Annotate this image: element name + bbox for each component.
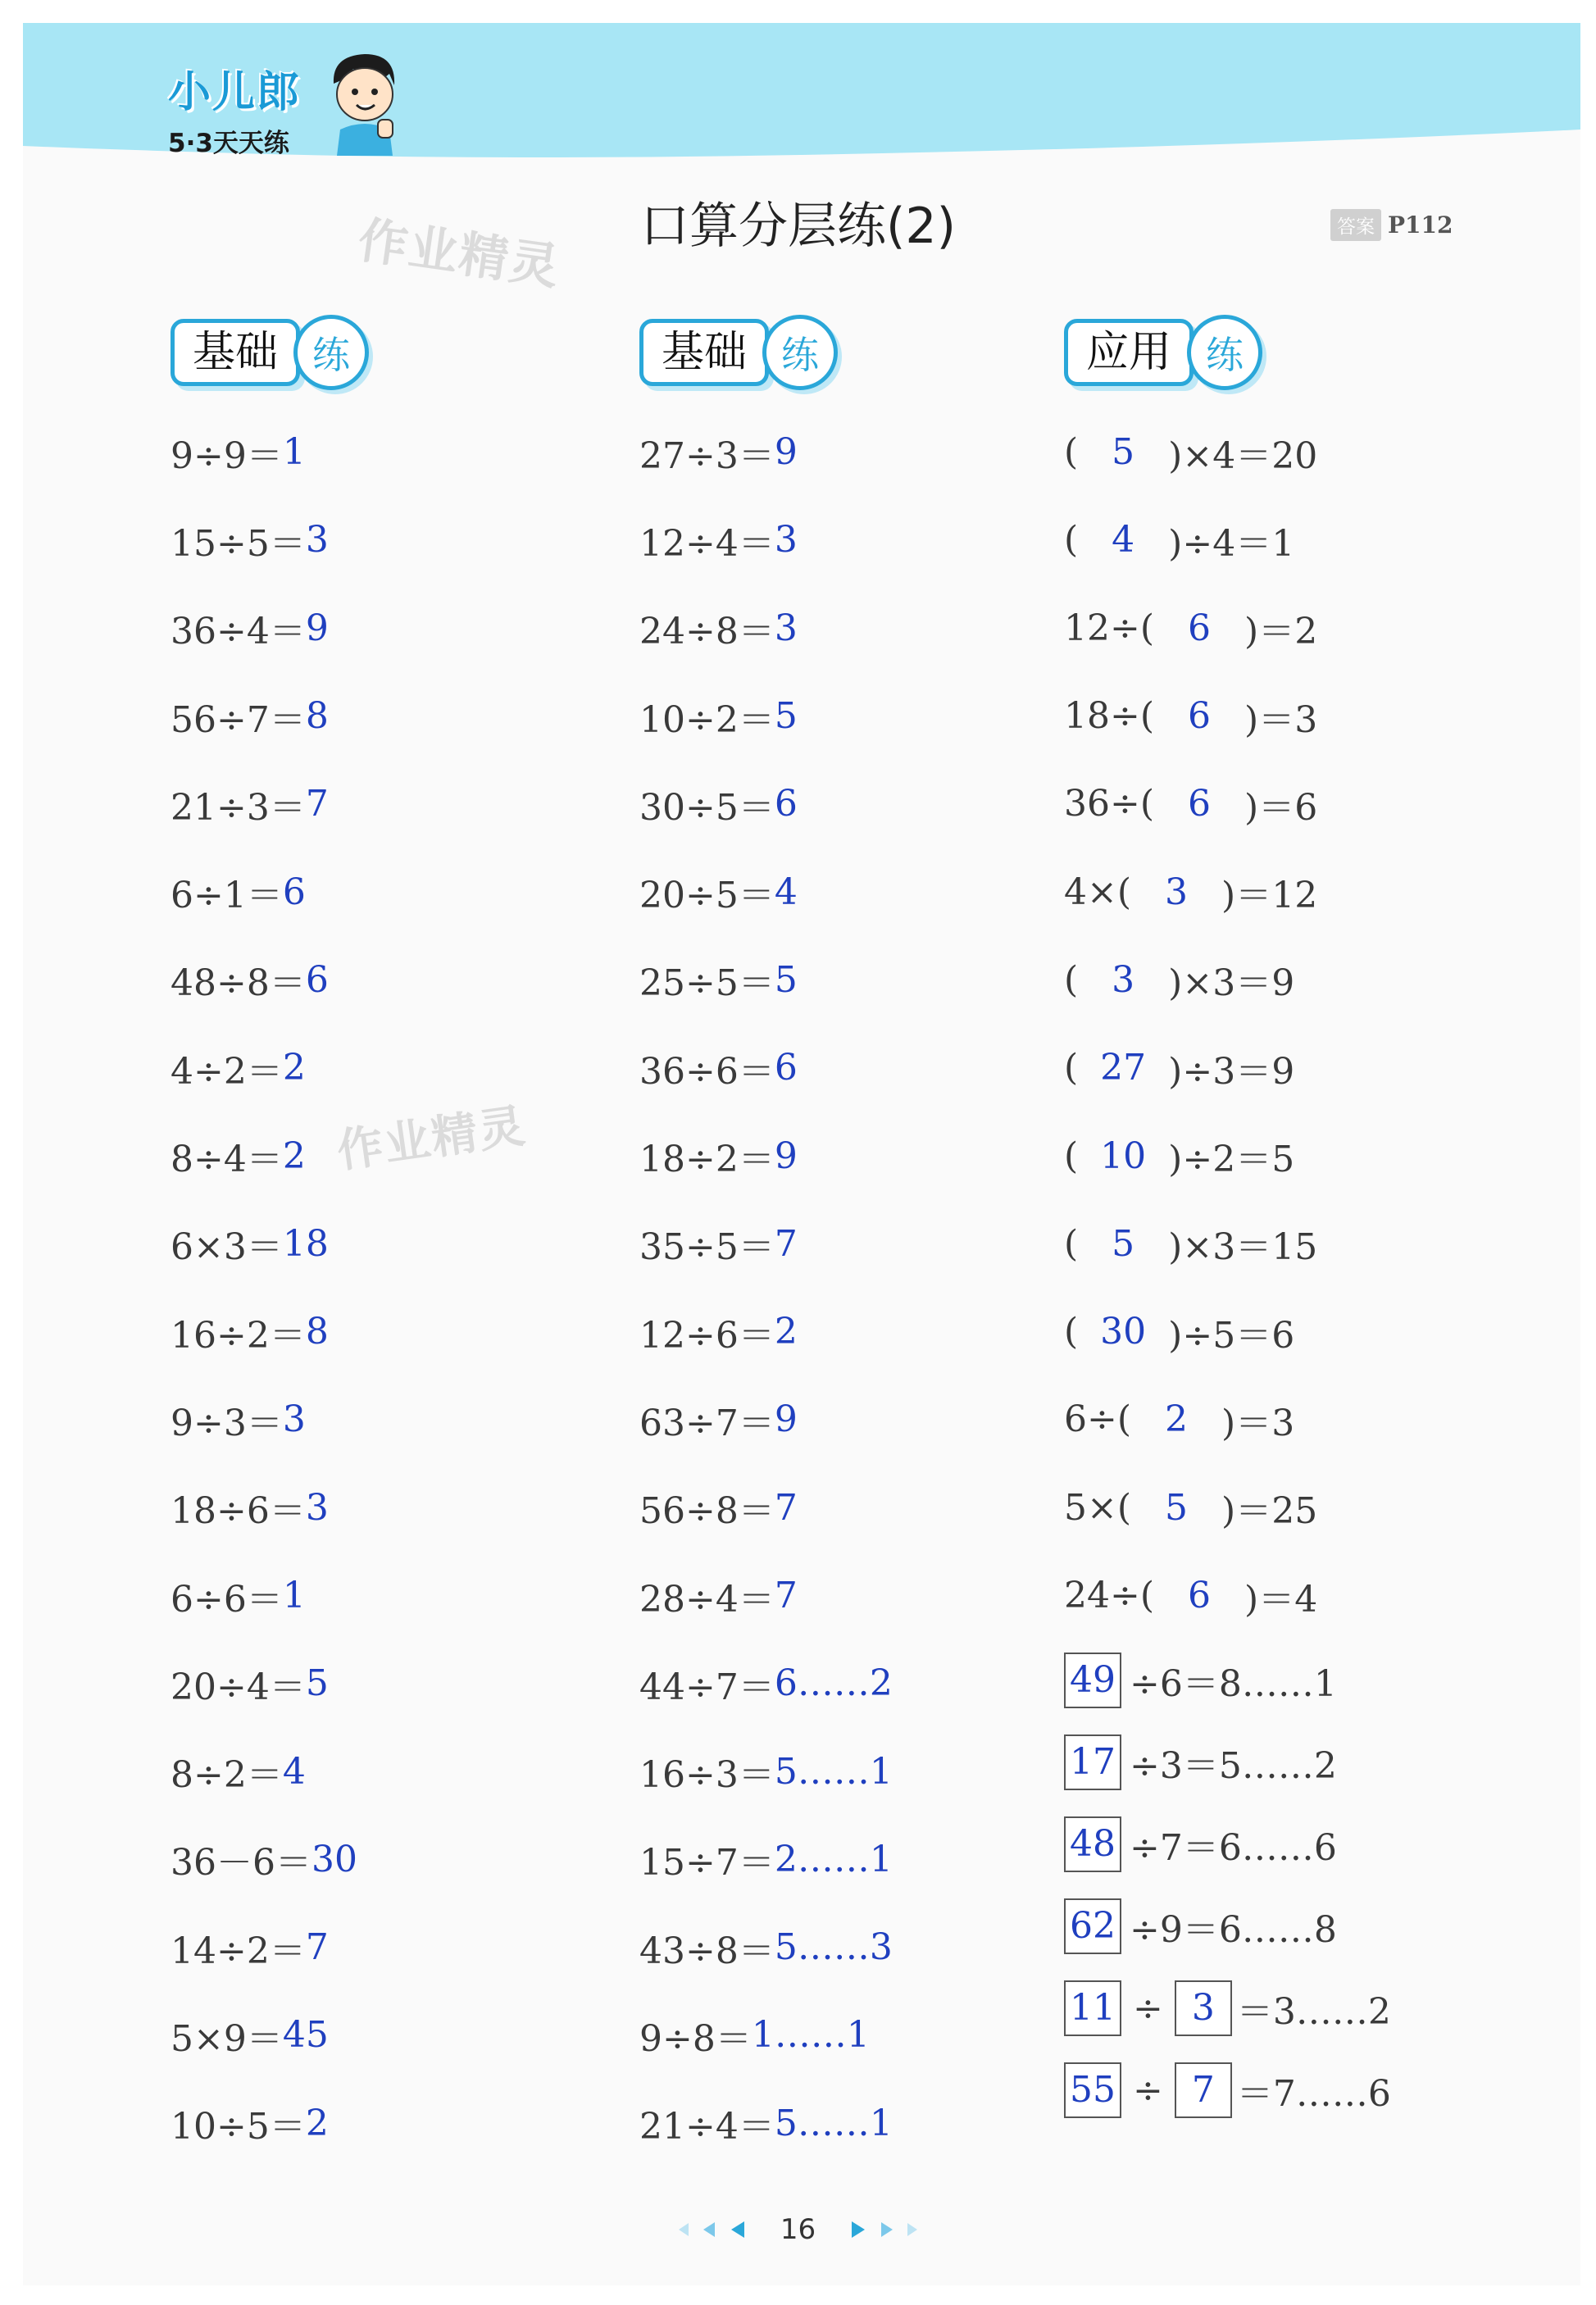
- practice-badge-icon: 练: [1187, 315, 1262, 390]
- answer-text: 6……2: [774, 1662, 893, 1705]
- answer-text: 5: [1165, 1486, 1189, 1529]
- problem-row: [639, 1375, 893, 1463]
- brand-subtitle: 5·3天天练: [168, 129, 289, 158]
- answer-text: 3: [774, 519, 798, 561]
- answer-text: 7: [305, 783, 329, 825]
- section-label: 应用: [1064, 319, 1194, 386]
- answer-text: 2: [774, 1311, 798, 1353]
- problem-suffix: )＝3: [1221, 1402, 1295, 1444]
- problem-row: [1064, 848, 1391, 935]
- section-header: [639, 311, 893, 393]
- practice-badge-icon: 练: [762, 315, 838, 390]
- section-basic-2: [639, 311, 893, 2167]
- answer-text: 8: [305, 1311, 329, 1353]
- problem-prefix: 4×(: [1064, 871, 1132, 913]
- problem-text: 56÷8＝: [639, 1490, 775, 1533]
- answer-text: 3: [305, 519, 329, 561]
- problem-row: [1064, 1885, 1391, 1967]
- problem-row: [639, 1639, 893, 1727]
- answer-reference: [1330, 209, 1453, 241]
- problem-row: [639, 1288, 893, 1375]
- problem-row: [639, 1552, 893, 1639]
- problem-row: [171, 672, 369, 760]
- problem-row: [171, 936, 369, 1024]
- problem-text: 27÷3＝: [639, 434, 775, 477]
- problem-prefix: 24÷(: [1064, 1575, 1155, 1616]
- problem-text: ＝7……6: [1236, 2073, 1391, 2116]
- problem-text: 9÷9＝: [171, 434, 283, 477]
- problem-suffix: )×3＝15: [1168, 1226, 1318, 1269]
- problem-row: [1064, 408, 1391, 496]
- problem-row: [639, 1727, 893, 1815]
- problem-text: 56÷7＝: [171, 698, 306, 741]
- problem-text: 15÷5＝: [171, 522, 306, 565]
- problem-row: [171, 1024, 369, 1112]
- problem-text: 36÷4＝: [171, 611, 306, 653]
- answer-text: 30: [1100, 1311, 1147, 1353]
- answer-box: 3: [1175, 1980, 1232, 2036]
- problem-row: [171, 496, 369, 584]
- problem-suffix: )÷4＝1: [1168, 522, 1295, 565]
- problem-row: [171, 1464, 369, 1552]
- problem-row: [1064, 1639, 1391, 1721]
- problem-row: [1064, 584, 1391, 672]
- problem-text: 4÷2＝: [171, 1050, 283, 1093]
- answer-text: 2: [282, 1047, 306, 1089]
- problem-row: [639, 1024, 893, 1112]
- prev-arrows-icon: [669, 2220, 759, 2239]
- answer-text: 5: [774, 695, 798, 738]
- problem-text: 15÷7＝: [639, 1842, 775, 1884]
- answer-text: 7: [305, 1926, 329, 1969]
- problem-row: [1064, 1721, 1391, 1803]
- problem-text: 18÷6＝: [171, 1490, 306, 1533]
- problem-row: [1064, 760, 1391, 848]
- answer-text: 3: [305, 1486, 329, 1529]
- answer-text: 1……1: [751, 2014, 870, 2057]
- problem-text: ＝3……2: [1236, 1991, 1391, 2034]
- problem-row: [639, 1991, 893, 2079]
- problem-suffix: )×3＝9: [1168, 962, 1295, 1005]
- problem-suffix: )÷3＝9: [1168, 1050, 1295, 1093]
- problem-suffix: )＝25: [1221, 1490, 1318, 1533]
- problem-text: 12÷4＝: [639, 522, 775, 565]
- answer-text: 2: [1165, 1398, 1189, 1441]
- answer-text: 6: [1188, 607, 1212, 649]
- answer-text: 18: [282, 1222, 329, 1265]
- problem-suffix: )＝12: [1221, 875, 1318, 917]
- problem-row: [1064, 1024, 1391, 1112]
- problem-text: 20÷5＝: [639, 875, 775, 917]
- problem-row: [639, 584, 893, 672]
- problem-row: [1064, 672, 1391, 760]
- problem-row: [639, 1200, 893, 1288]
- problem-row: [171, 1288, 369, 1375]
- answer-text: 27: [1100, 1047, 1147, 1089]
- problem-prefix: (: [1064, 1311, 1079, 1353]
- answer-box: 17: [1064, 1734, 1121, 1790]
- problem-suffix: )＝4: [1244, 1578, 1318, 1621]
- problem-text: 20÷4＝: [171, 1666, 306, 1708]
- problem-suffix: )＝6: [1244, 786, 1318, 829]
- problem-row: [639, 1464, 893, 1552]
- answer-text: 4: [282, 1750, 306, 1793]
- problem-text: 8÷2＝: [171, 1754, 283, 1797]
- answer-box: 62: [1064, 1898, 1121, 1954]
- problem-row: [1064, 496, 1391, 584]
- problem-text: 24÷8＝: [639, 611, 775, 653]
- problem-row: [639, 936, 893, 1024]
- problem-text: 30÷5＝: [639, 786, 775, 829]
- problem-row: [639, 760, 893, 848]
- answer-text: 7: [774, 1486, 798, 1529]
- answer-box: 48: [1064, 1816, 1121, 1872]
- problem-row: [171, 1727, 369, 1815]
- answer-text: 5: [1112, 431, 1135, 474]
- problem-row: [639, 1112, 893, 1199]
- problem-row: [639, 2080, 893, 2167]
- problem-text: 36÷6＝: [639, 1050, 775, 1093]
- answer-page-ref: P112: [1388, 211, 1453, 239]
- answer-text: 45: [282, 2014, 329, 2057]
- problem-prefix: (: [1064, 1047, 1079, 1089]
- problem-row: [639, 408, 893, 496]
- answer-text: 10: [1100, 1134, 1147, 1177]
- section-basic-1: [171, 311, 369, 2167]
- problem-suffix: )÷5＝6: [1168, 1314, 1295, 1357]
- problem-text: 9÷8＝: [639, 2017, 752, 2060]
- answer-text: 4: [1112, 519, 1135, 561]
- problem-text: 25÷5＝: [639, 962, 775, 1005]
- problem-prefix: (: [1064, 958, 1079, 1001]
- answer-text: 1: [282, 431, 306, 474]
- problem-text: 35÷5＝: [639, 1226, 775, 1269]
- problem-text: ÷3＝5……2: [1130, 1745, 1337, 1788]
- problem-text: 16÷3＝: [639, 1754, 775, 1797]
- problem-row: [171, 584, 369, 672]
- answer-text: 5: [1112, 1222, 1135, 1265]
- problem-text: 14÷2＝: [171, 1930, 306, 1972]
- answer-text: 2……1: [774, 1838, 893, 1880]
- problem-row: [639, 848, 893, 935]
- problem-row: [1064, 1552, 1391, 1639]
- answer-text: 5: [305, 1662, 329, 1705]
- answer-text: 30: [311, 1838, 357, 1880]
- problem-row: [171, 760, 369, 848]
- problem-text: 6×3＝: [171, 1226, 283, 1269]
- problem-row: [1064, 1200, 1391, 1288]
- operator-text: ÷: [1133, 1987, 1163, 2030]
- problem-row: [171, 848, 369, 935]
- answer-box: 55: [1064, 2062, 1121, 2118]
- problem-text: 28÷4＝: [639, 1578, 775, 1621]
- answer-text: 5: [774, 958, 798, 1001]
- answer-text: 3: [282, 1398, 306, 1441]
- problem-text: 10÷5＝: [171, 2106, 306, 2148]
- problem-text: 36－6＝: [171, 1842, 311, 1884]
- problem-row: [171, 1552, 369, 1639]
- problem-row: [1064, 1288, 1391, 1375]
- answer-text: 3: [1112, 958, 1135, 1001]
- section-application: [1064, 311, 1391, 2131]
- problem-text: 43÷8＝: [639, 1930, 775, 1972]
- page-title: 口算分层练(2): [640, 198, 956, 255]
- section-header: [1064, 311, 1391, 393]
- answer-tag: 答案: [1330, 209, 1381, 241]
- problem-text: 6÷6＝: [171, 1578, 283, 1621]
- problem-row: [171, 408, 369, 496]
- problem-prefix: (: [1064, 1222, 1079, 1265]
- problem-prefix: 12÷(: [1064, 607, 1155, 649]
- problem-text: ÷9＝6……8: [1130, 1909, 1337, 1952]
- problem-prefix: (: [1064, 519, 1079, 561]
- problem-row: [639, 1816, 893, 1903]
- problem-prefix: 5×(: [1064, 1486, 1132, 1529]
- problem-text: 10÷2＝: [639, 698, 775, 741]
- answer-text: 5……3: [774, 1926, 893, 1969]
- problem-text: 8÷4＝: [171, 1139, 283, 1181]
- problem-text: 48÷8＝: [171, 962, 306, 1005]
- problem-text: 5×9＝: [171, 2017, 283, 2060]
- answer-text: 7: [774, 1222, 798, 1265]
- practice-badge-icon: 练: [293, 315, 369, 390]
- problem-row: [171, 1903, 369, 1991]
- brand-logo: [168, 57, 301, 159]
- next-arrows-icon: [837, 2220, 927, 2239]
- problem-text: ÷6＝8……1: [1130, 1663, 1337, 1706]
- answer-text: 9: [774, 1134, 798, 1177]
- problem-row: [1064, 2049, 1391, 2131]
- problem-text: 21÷3＝: [171, 786, 306, 829]
- mascot-boy-icon: [324, 49, 406, 156]
- problem-row: [639, 496, 893, 584]
- problem-text: 9÷3＝: [171, 1402, 283, 1444]
- answer-text: 9: [305, 607, 329, 649]
- section-header: [171, 311, 369, 393]
- problem-prefix: (: [1064, 1134, 1079, 1177]
- problem-row: [171, 1200, 369, 1288]
- problem-row: [171, 1375, 369, 1463]
- problem-row: [171, 1639, 369, 1727]
- answer-text: 3: [774, 607, 798, 649]
- answer-text: 9: [774, 431, 798, 474]
- answer-text: 6: [1188, 783, 1212, 825]
- answer-text: 6: [774, 783, 798, 825]
- answer-text: 6: [282, 871, 306, 913]
- problem-row: [1064, 1464, 1391, 1552]
- problem-row: [171, 1991, 369, 2079]
- answer-text: 6: [305, 958, 329, 1001]
- answer-text: 9: [774, 1398, 798, 1441]
- problem-text: 44÷7＝: [639, 1666, 775, 1708]
- answer-text: 2: [305, 2102, 329, 2144]
- problem-row: [1064, 936, 1391, 1024]
- page-number: 16: [780, 2213, 816, 2246]
- problem-text: 6÷1＝: [171, 875, 283, 917]
- problem-suffix: )＝2: [1244, 611, 1318, 653]
- answer-text: 6: [1188, 695, 1212, 738]
- answer-text: 2: [282, 1134, 306, 1177]
- answer-text: 3: [1165, 871, 1189, 913]
- problem-text: 63÷7＝: [639, 1402, 775, 1444]
- problem-prefix: (: [1064, 431, 1079, 474]
- problem-row: [171, 1112, 369, 1199]
- problem-text: 12÷6＝: [639, 1314, 775, 1357]
- answer-box: 7: [1175, 2062, 1232, 2118]
- problem-prefix: 6÷(: [1064, 1398, 1132, 1441]
- problem-text: ÷7＝6……6: [1130, 1827, 1337, 1870]
- answer-text: 8: [305, 695, 329, 738]
- problem-row: [639, 1903, 893, 1991]
- watermark: 作业精灵: [334, 1099, 530, 1179]
- answer-box: 49: [1064, 1653, 1121, 1708]
- problem-row: [1064, 1967, 1391, 2049]
- watermark: 作业精灵: [354, 211, 564, 297]
- problem-row: [171, 2080, 369, 2167]
- answer-text: 5……1: [774, 2102, 893, 2144]
- problem-row: [639, 672, 893, 760]
- problem-suffix: )×4＝20: [1168, 434, 1318, 477]
- problem-suffix: )÷2＝5: [1168, 1139, 1295, 1181]
- operator-text: ÷: [1133, 2069, 1163, 2112]
- problem-row: [171, 1816, 369, 1903]
- problem-text: 18÷2＝: [639, 1139, 775, 1181]
- answer-text: 4: [774, 871, 798, 913]
- problem-row: [1064, 1803, 1391, 1885]
- answer-box: 11: [1064, 1980, 1121, 2036]
- problem-row: [1064, 1112, 1391, 1199]
- page-footer: [0, 2213, 1596, 2246]
- answer-text: 6: [1188, 1575, 1212, 1616]
- answer-text: 5……1: [774, 1750, 893, 1793]
- answer-text: 6: [774, 1047, 798, 1089]
- answer-text: 7: [774, 1575, 798, 1616]
- section-label: 基础: [639, 319, 769, 386]
- problem-text: 21÷4＝: [639, 2106, 775, 2148]
- section-label: 基础: [171, 319, 300, 386]
- problem-text: 16÷2＝: [171, 1314, 306, 1357]
- problem-prefix: 18÷(: [1064, 695, 1155, 738]
- answer-text: 1: [282, 1575, 306, 1616]
- problem-row: [1064, 1375, 1391, 1463]
- problem-suffix: )＝3: [1244, 698, 1318, 741]
- brand-name: 小儿郎: [168, 68, 302, 117]
- problem-prefix: 36÷(: [1064, 783, 1155, 825]
